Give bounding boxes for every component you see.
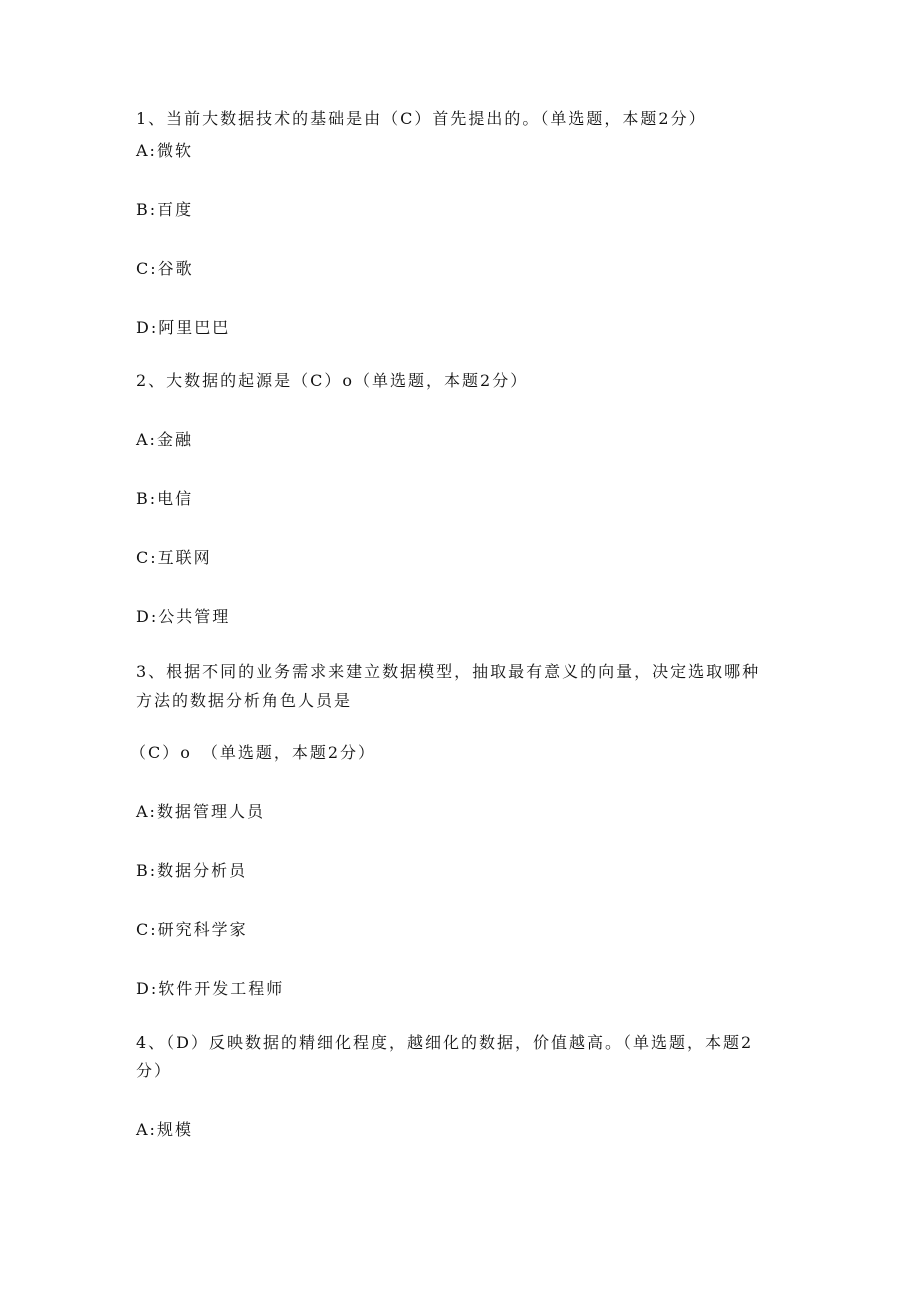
question-2-option-b: B:电信 [136,489,194,508]
question-2-option-c: C:互联网 [136,548,212,567]
question-1-option-d: D:阿里巴巴 [136,318,231,337]
question-4-stem-line-1: 4、（D）反映数据的精细化程度，越细化的数据，价值越高。（单选题，本题2 [136,1033,754,1052]
question-3-option-d: D:软件开发工程师 [136,979,285,998]
question-2-stem: 2、大数据的起源是（C）o（单选题，本题2分） [136,371,529,390]
question-2-option-a: A:金融 [136,430,193,449]
question-2-option-d: D:公共管理 [136,607,231,626]
question-1-stem: 1、当前大数据技术的基础是由（C）首先提出的。（单选题，本题2分） [136,109,707,128]
question-1-option-b: B:百度 [136,200,194,219]
question-1-option-a: A:微软 [136,141,193,160]
question-3-stem-line-2: 方法的数据分析角色人员是 [136,691,353,710]
question-3-option-c: C:研究科学家 [136,920,248,939]
question-3-option-b: B:数据分析员 [136,861,248,880]
question-4-option-a: A:规模 [136,1120,193,1139]
question-3-option-a: A:数据管理人员 [136,802,265,821]
question-4-stem-line-2: 分） [136,1061,173,1080]
question-3-stem-line-1: 3、根据不同的业务需求来建立数据模型，抽取最有意义的向量，决定选取哪种 [136,662,761,681]
question-1-option-c: C:谷歌 [136,259,194,278]
question-3-stem-line-3: （C）o （单选题，本题2分） [130,743,377,762]
